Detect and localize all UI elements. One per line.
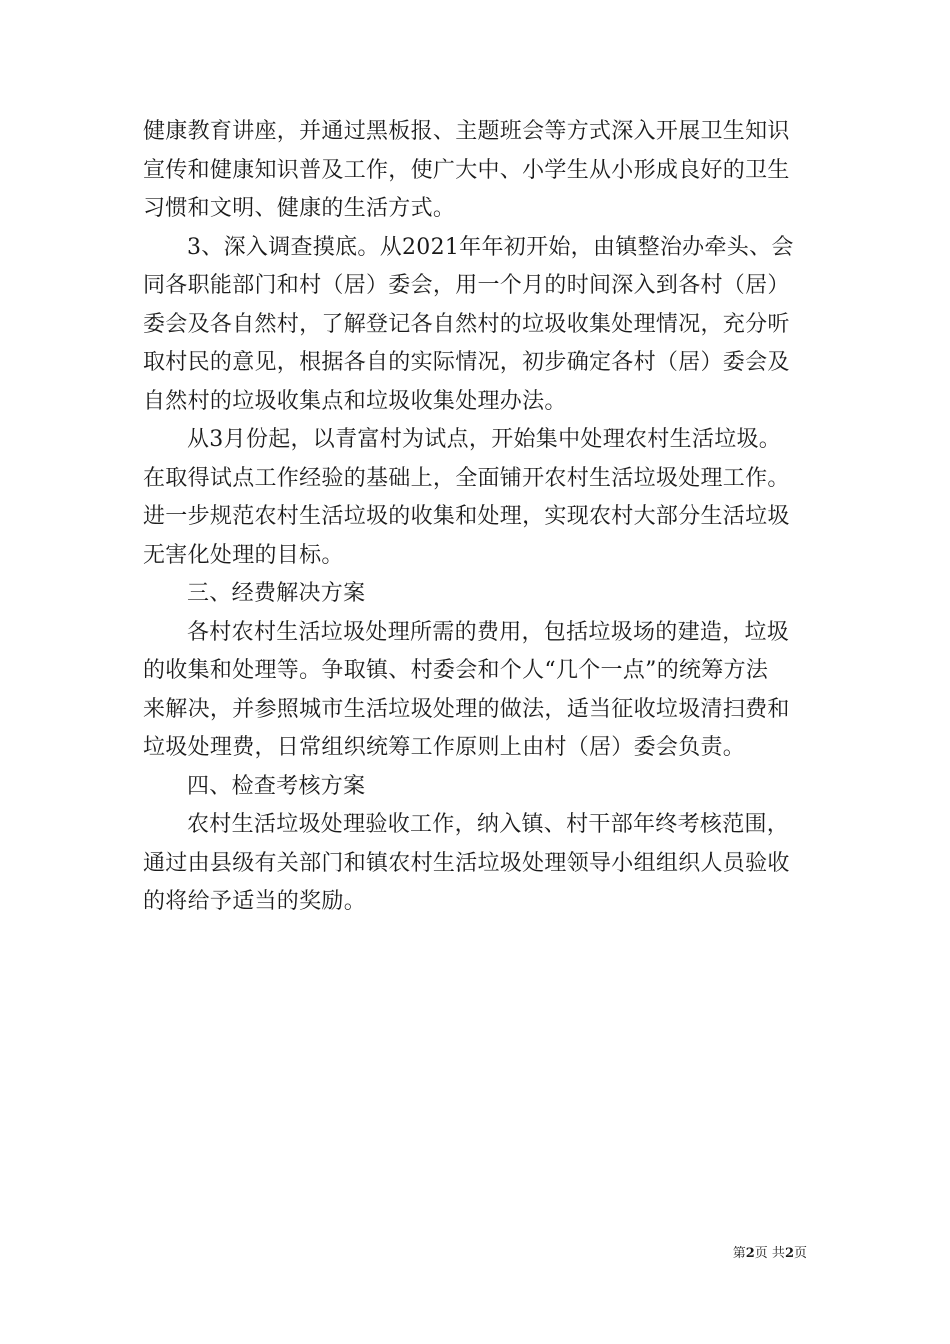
text-line: 垃圾处理费，日常组织统筹工作原则上由村（居）委会负责。 (143, 735, 746, 760)
text-line: 三、经费解决方案 (187, 581, 366, 606)
text-line: 委会及各自然村，了解登记各自然村的垃圾收集处理情况，充分听 (143, 311, 790, 337)
document-body (143, 113, 811, 922)
text-line: 取村民的意见，根据各自的实际情况，初步确定各村（居）委会及 (143, 350, 790, 375)
current-page-number: 2 (745, 1246, 755, 1261)
total-page-number: 2 (784, 1246, 794, 1261)
paragraph (143, 768, 811, 807)
text-line: 四、检查考核方案 (187, 773, 366, 799)
text-line: 来解决，并参照城市生活垃圾处理的做法，适当征收垃圾清扫费和 (143, 696, 790, 722)
text-line: 从3月份起，以青富村为试点，开始集中处理农村生活垃圾。 (187, 427, 782, 452)
paragraph (143, 113, 811, 229)
text-line: 宣传和健康知识普及工作，使广大中、小学生从小形成良好的卫生 (143, 157, 790, 183)
footer-middle: 页 共 (754, 1246, 785, 1261)
paragraph (143, 614, 811, 768)
text-line: 的收集和处理等。争取镇、村委会和个人“几个一点”的统筹方法 (143, 658, 769, 683)
text-line: 在取得试点工作经验的基础上，全面铺开农村生活垃圾处理工作。 (143, 465, 790, 491)
paragraph (143, 806, 811, 922)
footer-prefix: 第 (732, 1246, 746, 1261)
page-footer (733, 1246, 807, 1262)
text-line: 进一步规范农村生活垃圾的收集和处理，实现农村大部分生活垃圾 (143, 504, 790, 529)
text-line: 农村生活垃圾处理验收工作，纳入镇、村干部年终考核范围， (187, 812, 790, 837)
text-line: 3、深入调查摸底。从2021年年初开始，由镇整治办牵头、会 (187, 234, 794, 260)
text-line: 健康教育讲座，并通过黑板报、主题班会等方式深入开展卫生知识 (143, 119, 790, 144)
text-line: 同各职能部门和村（居）委会，用一个月的时间深入到各村（居） (143, 273, 790, 298)
paragraph (143, 421, 811, 575)
paragraph (143, 229, 811, 422)
paragraph (143, 575, 811, 614)
footer-suffix: 页 (793, 1246, 807, 1261)
text-line: 的将给予适当的奖励。 (143, 889, 367, 914)
text-line: 各村农村生活垃圾处理所需的费用，包括垃圾场的建造，垃圾 (187, 619, 790, 645)
text-line: 自然村的垃圾收集点和垃圾收集处理办法。 (143, 388, 567, 414)
text-line: 通过由县级有关部门和镇农村生活垃圾处理领导小组组织人员验收 (143, 850, 790, 876)
text-line: 习惯和文明、健康的生活方式。 (143, 196, 456, 221)
text-line: 无害化处理的目标。 (143, 542, 344, 568)
